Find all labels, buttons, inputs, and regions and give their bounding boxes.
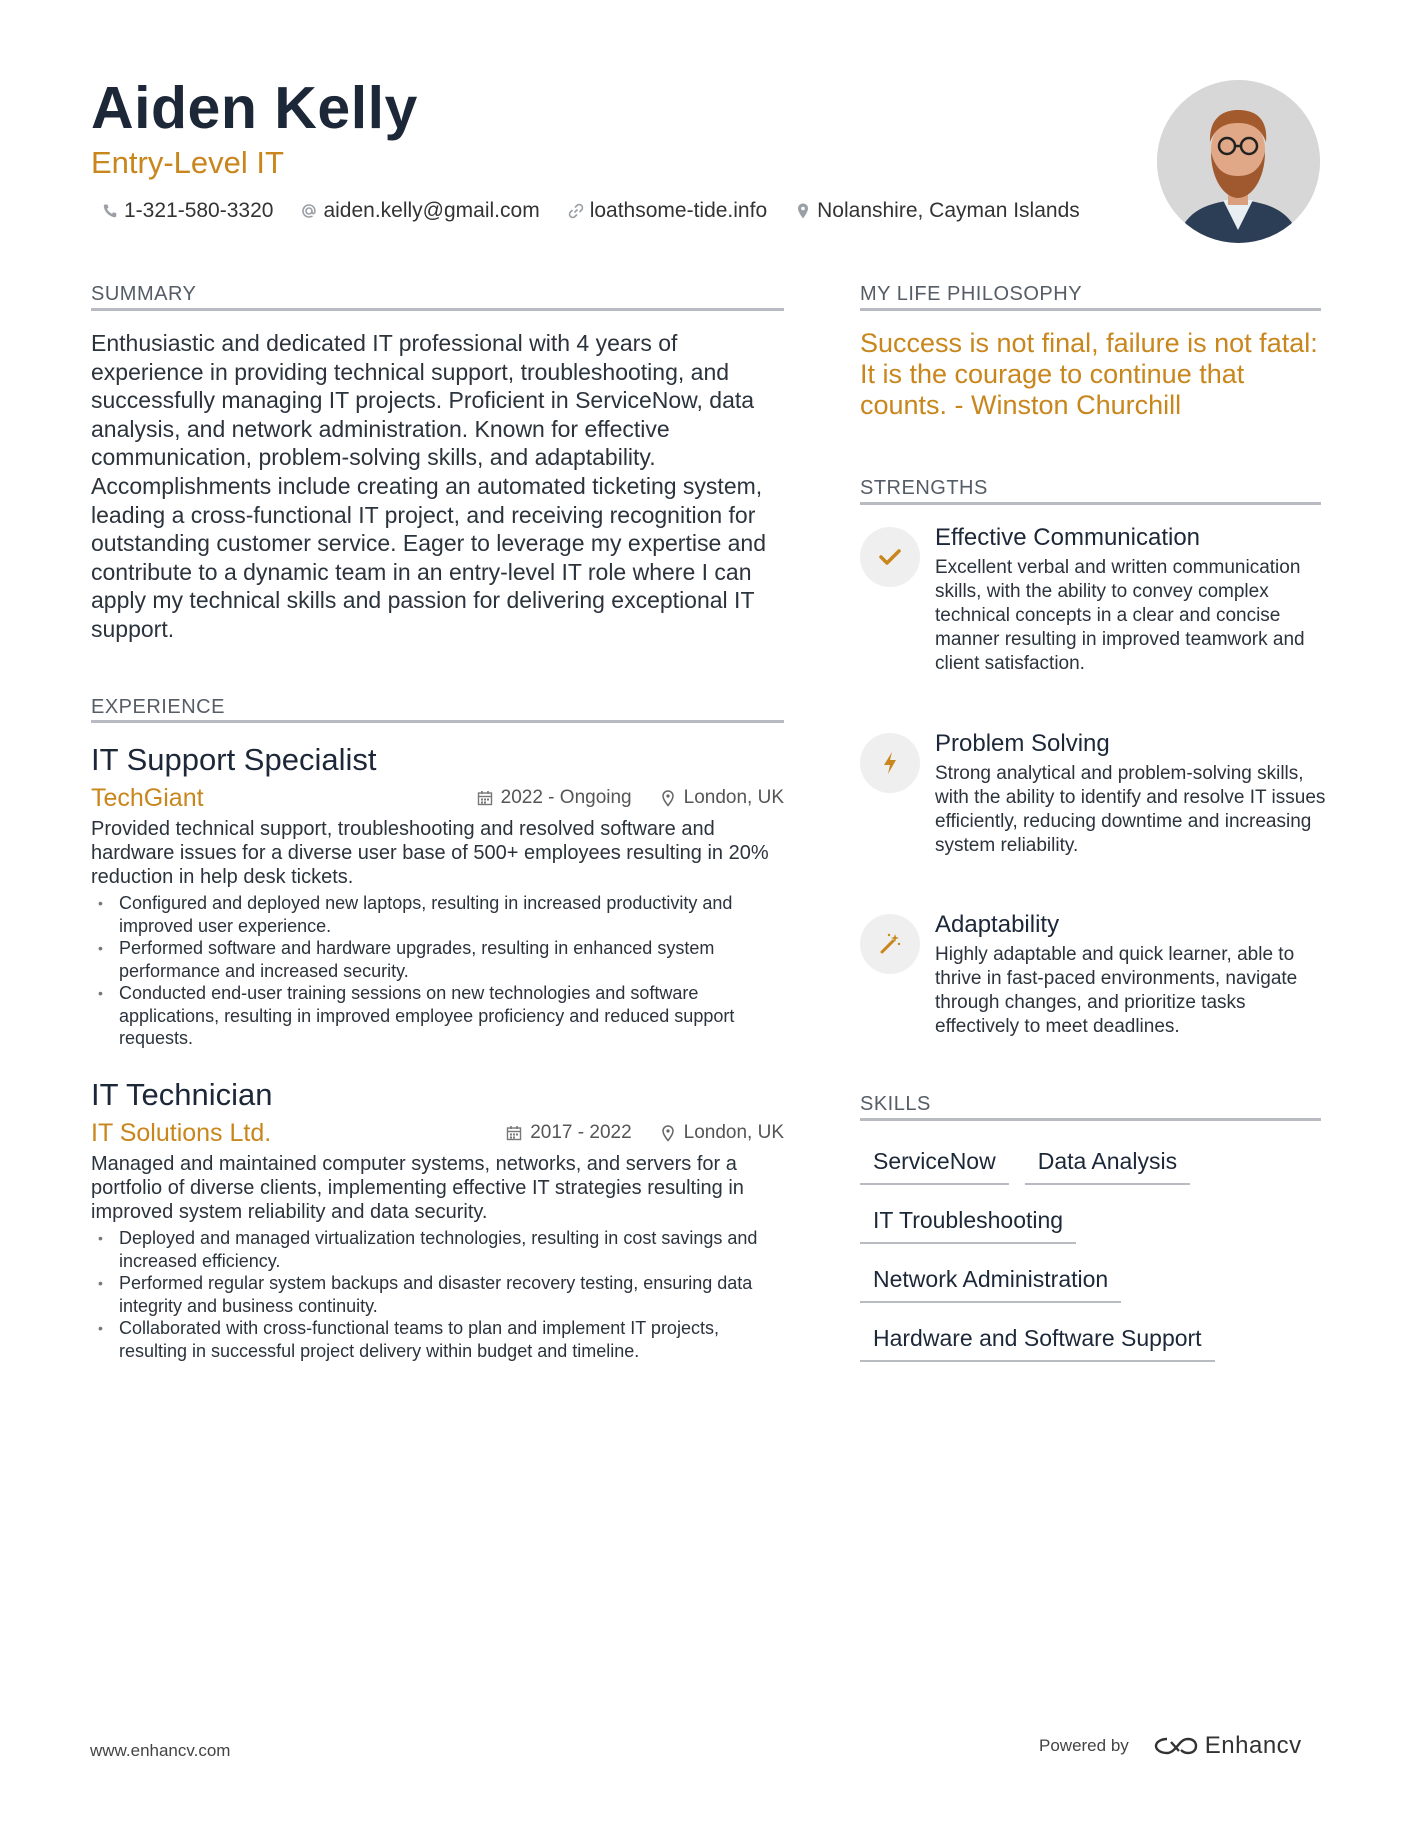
skills-list: [860, 1140, 1330, 1376]
skill-tag: Network Administration: [860, 1258, 1121, 1303]
link-icon: [566, 201, 586, 221]
contact-bar: [100, 198, 1106, 224]
strength-title: Problem Solving: [935, 730, 1110, 757]
footer-website[interactable]: www.enhancv.com: [90, 1741, 231, 1760]
summary-text: Enthusiastic and dedicated IT professional with 4 years of experience in providing technical support, troubleshooting, and successfully managing IT projects. Proficient in ServiceNow, data analysis, and network administration. Known for effective communication, problem-solving skills, and adaptability. Accomplishments include creating an automated ticketing system, leading a cross-functional IT project, and receiving recognition for outstanding customer service. Eager to leverage my expertise and contribute to a dynamic team in an entry-level IT role where I can apply my technical skills and passion for delivering exceptional IT support.: [91, 330, 767, 642]
job-dates: [504, 1122, 631, 1144]
job-title: IT Technician: [91, 1077, 273, 1112]
philosophy-heading: MY LIFE PHILOSOPHY: [860, 283, 1083, 305]
job-bullet: • Conducted end-user training sessions on new technologies and software applications, resulting in improved employee proficiency and reduced support requests.: [91, 982, 784, 1050]
job-bullet: • Configured and deployed new laptops, resulting in increased productivity and improved user experience.: [91, 892, 784, 937]
contact-email-text: aiden.kelly@gmail.com: [323, 199, 540, 222]
at-icon: [299, 201, 319, 221]
philosophy-divider: [860, 308, 1321, 311]
contact-phone-text: 1-321-580-3320: [124, 199, 274, 222]
philosophy-quote: Success is not final, failure is not fatal: It is the courage to continue that counts. - Winston Churchill: [860, 328, 1318, 420]
job-bullets: [91, 1227, 784, 1362]
skill-tag: Hardware and Software Support: [860, 1317, 1215, 1362]
job-location-text: London, UK: [683, 787, 784, 808]
strength-title: Adaptability: [935, 911, 1060, 938]
phone-icon: [100, 201, 120, 221]
enhancv-logo-icon: [1153, 1734, 1199, 1758]
skills-divider: [860, 1118, 1321, 1121]
footer-branding: [1039, 1732, 1302, 1760]
job-meta: [91, 1118, 784, 1148]
skills-heading: SKILLS: [860, 1093, 931, 1115]
contact-location: [793, 198, 1080, 224]
candidate-name: Aiden Kelly: [91, 75, 418, 141]
summary-heading: SUMMARY: [91, 283, 197, 305]
contact-email[interactable]: [299, 198, 539, 224]
strength-body: [935, 910, 1330, 1039]
calendar-icon: [475, 788, 495, 808]
skill-tag: ServiceNow: [860, 1140, 1009, 1185]
job-description: Managed and maintained computer systems, networks, and servers for a portfolio of diverse clients, implementing effective IT strategies resulting in improved system reliability and data security.: [91, 1153, 744, 1223]
summary-divider: [91, 308, 784, 311]
strength-description: Strong analytical and problem-solving skills, with the ability to identify and resolve IT issues efficiently, reducing downtime and increasing system reliability.: [935, 763, 1326, 856]
job-entry: [91, 741, 784, 1050]
brand-name: Enhancv: [1204, 1732, 1302, 1759]
location-pin-icon: [793, 201, 813, 221]
skill-tag: IT Troubleshooting: [860, 1199, 1076, 1244]
profile-photo: [1157, 80, 1320, 243]
contact-website-text: loathsome-tide.info: [589, 199, 768, 222]
job-meta-right: [478, 1122, 784, 1144]
job-meta-right: [449, 787, 784, 809]
contact-website[interactable]: [566, 198, 767, 224]
job-dates: [475, 787, 632, 809]
job-location-text: London, UK: [683, 1122, 784, 1143]
job-meta: [91, 783, 784, 813]
experience-heading: EXPERIENCE: [91, 696, 225, 718]
location-pin-icon: [658, 788, 678, 808]
job-company: IT Solutions Ltd.: [91, 1118, 272, 1147]
brand-logo[interactable]: [1153, 1732, 1302, 1760]
job-description: Provided technical support, troubleshooting and resolved software and hardware issues for a diverse user base of 500+ employees resulting in 20% reduction in help desk tickets.: [91, 818, 769, 888]
location-pin-icon: [658, 1123, 678, 1143]
strengths-heading: STRENGTHS: [860, 477, 988, 499]
contact-phone[interactable]: [100, 198, 273, 224]
strengths-divider: [860, 502, 1321, 505]
job-title: IT Support Specialist: [91, 742, 377, 777]
skill-tag: Data Analysis: [1025, 1140, 1190, 1185]
calendar-icon: [504, 1123, 524, 1143]
powered-by-label: Powered by: [1039, 1736, 1129, 1755]
contact-location-text: Nolanshire, Cayman Islands: [817, 199, 1080, 222]
strength-body: [935, 729, 1330, 858]
strength-body: [935, 523, 1330, 676]
lightning-bolt-icon: [860, 733, 920, 793]
checkmark-icon: [860, 527, 920, 587]
job-bullet: • Collaborated with cross-functional teams to plan and implement IT projects, resulting in successful project delivery within budget and timeline.: [91, 1317, 784, 1362]
experience-divider: [91, 720, 784, 723]
job-dates-text: 2022 - Ongoing: [500, 787, 632, 808]
job-company: TechGiant: [91, 783, 204, 812]
magic-wand-icon: [860, 914, 920, 974]
job-bullets: [91, 892, 784, 1050]
job-bullet: • Deployed and managed virtualization technologies, resulting in cost savings and increased efficiency.: [91, 1227, 784, 1272]
job-entry: [91, 1076, 784, 1362]
strength-description: Excellent verbal and written communication skills, with the ability to convey complex technical concepts in a clear and concise manner resulting in improved teamwork and client satisfaction.: [935, 557, 1305, 674]
strength-title: Effective Communication: [935, 524, 1201, 551]
job-location: [658, 787, 784, 809]
strength-description: Highly adaptable and quick learner, able to thrive in fast-paced environments, navigate through changes, and prioritize tasks effectively to meet deadlines.: [935, 944, 1298, 1037]
candidate-role: Entry-Level IT: [91, 145, 284, 180]
job-bullet: • Performed regular system backups and disaster recovery testing, ensuring data integrity and business continuity.: [91, 1272, 784, 1317]
job-bullet: • Performed software and hardware upgrades, resulting in enhanced system performance and increased security.: [91, 937, 784, 982]
job-location: [658, 1122, 784, 1144]
job-dates-text: 2017 - 2022: [530, 1122, 632, 1143]
